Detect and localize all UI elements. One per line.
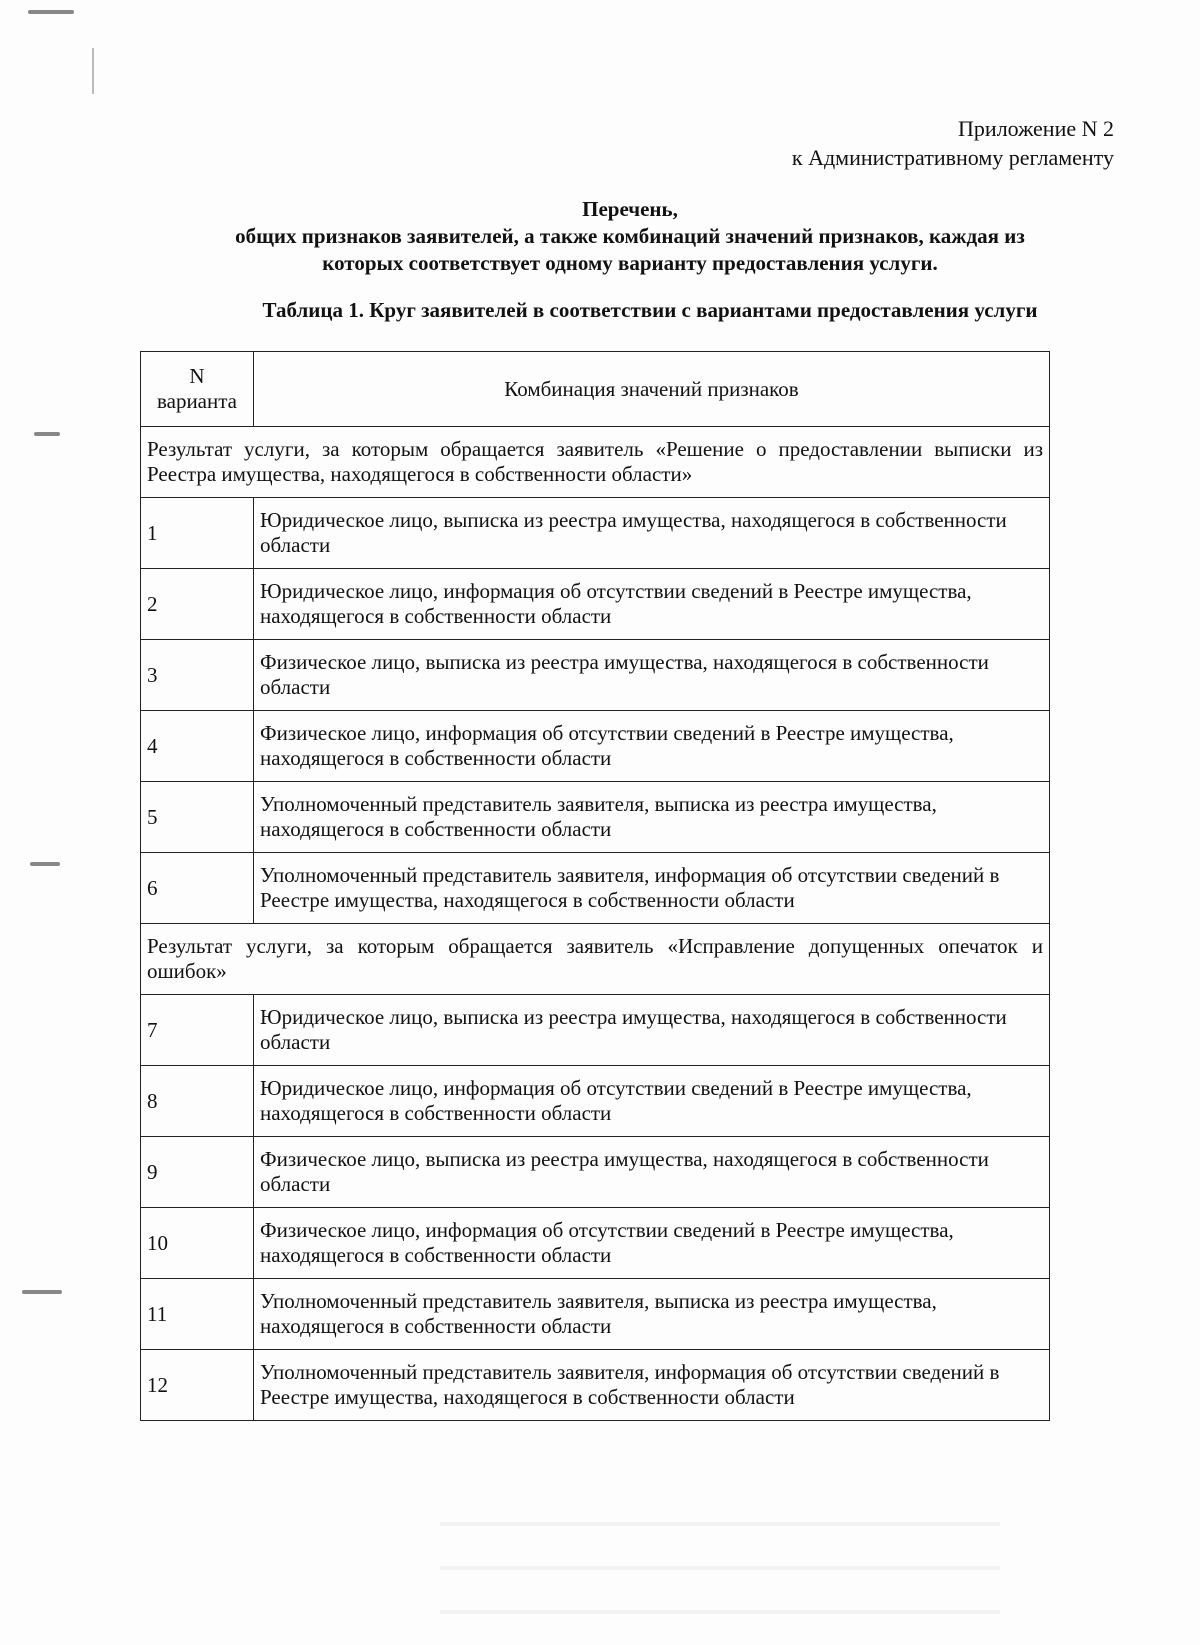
variant-combination: Физическое лицо, информация об отсутствии сведений в Реестре имущества, находящегося в собственности области: [254, 711, 1050, 782]
table-row: [141, 1137, 1050, 1208]
variant-number: 11: [141, 1279, 254, 1350]
scan-mark: [28, 10, 74, 14]
variant-combination: Уполномоченный представитель заявителя, выписка из реестра имущества, находящегося в собственности области: [254, 1279, 1050, 1350]
variant-number: 7: [141, 995, 254, 1066]
variant-number: 12: [141, 1350, 254, 1421]
table-row: [141, 1350, 1050, 1421]
scan-edge-line: [92, 48, 94, 94]
variant-number: 8: [141, 1066, 254, 1137]
variants-table: [140, 351, 1050, 1421]
variant-combination: Уполномоченный представитель заявителя, выписка из реестра имущества, находящегося в собственности области: [254, 782, 1050, 853]
scan-mark: [30, 862, 60, 866]
variant-combination: Физическое лицо, выписка из реестра имущества, находящегося в собственности области: [254, 640, 1050, 711]
variant-number: 2: [141, 569, 254, 640]
variant-number: 4: [141, 711, 254, 782]
variant-number: 6: [141, 853, 254, 924]
table-row: [141, 995, 1050, 1066]
heading-line-1: Перечень,: [582, 197, 678, 221]
header-variant-number: [141, 352, 254, 427]
section-row: [141, 427, 1050, 498]
appendix-line-2: к Административному регламенту: [791, 145, 1114, 170]
table-caption: Таблица 1. Круг заявителей в соответствии с вариантами предоставления услуги: [262, 298, 1038, 322]
header-num-line-2: варианта: [156, 389, 237, 413]
table-row: [141, 711, 1050, 782]
variant-combination: Физическое лицо, информация об отсутствии сведений в Реестре имущества, находящегося в собственности области: [254, 1208, 1050, 1279]
variant-combination: Юридическое лицо, информация об отсутствии сведений в Реестре имущества, находящегося в собственности области: [254, 1066, 1050, 1137]
table-row: [141, 782, 1050, 853]
scan-mark: [22, 1290, 62, 1294]
appendix-line-1: Приложение N 2: [958, 116, 1114, 141]
table-row: [141, 640, 1050, 711]
section-title: Результат услуги, за которым обращается заявитель «Исправление допущенных опечаток и ошибок»: [141, 924, 1050, 995]
heading-line-2: общих признаков заявителей, а также комбинаций значений признаков, каждая из: [235, 224, 1025, 248]
table-row: [141, 853, 1050, 924]
heading-line-3: которых соответствует одному варианту предоставления услуги.: [322, 251, 938, 275]
bleed-through-area: [440, 1500, 1000, 1630]
table-header-row: [141, 352, 1050, 427]
header-num-line-1: N: [189, 364, 205, 388]
variant-number: 9: [141, 1137, 254, 1208]
table-row: [141, 569, 1050, 640]
table-row: [141, 1066, 1050, 1137]
scan-mark: [34, 432, 60, 436]
table-row: [141, 498, 1050, 569]
table-row: [141, 1208, 1050, 1279]
variant-combination: Уполномоченный представитель заявителя, информация об отсутствии сведений в Реестре имущества, находящегося в собственности области: [254, 1350, 1050, 1421]
appendix-note: [792, 114, 1114, 172]
variant-combination: Юридическое лицо, выписка из реестра имущества, находящегося в собственности области: [254, 498, 1050, 569]
variant-combination: Юридическое лицо, выписка из реестра имущества, находящегося в собственности области: [254, 995, 1050, 1066]
table-row: [141, 1279, 1050, 1350]
variant-number: 3: [141, 640, 254, 711]
variant-number: 1: [141, 498, 254, 569]
section-row: [141, 924, 1050, 995]
document-heading: [150, 196, 1110, 277]
variant-combination: Уполномоченный представитель заявителя, информация об отсутствии сведений в Реестре имущества, находящегося в собственности области: [254, 853, 1050, 924]
variant-number: 10: [141, 1208, 254, 1279]
section-title: Результат услуги, за которым обращается заявитель «Решение о предоставлении выписки из Реестра имущества, находящегося в собственности области»: [141, 427, 1050, 498]
header-combination: Комбинация значений признаков: [254, 352, 1050, 427]
variant-combination: Юридическое лицо, информация об отсутствии сведений в Реестре имущества, находящегося в собственности области: [254, 569, 1050, 640]
variant-combination: Физическое лицо, выписка из реестра имущества, находящегося в собственности области: [254, 1137, 1050, 1208]
variant-number: 5: [141, 782, 254, 853]
